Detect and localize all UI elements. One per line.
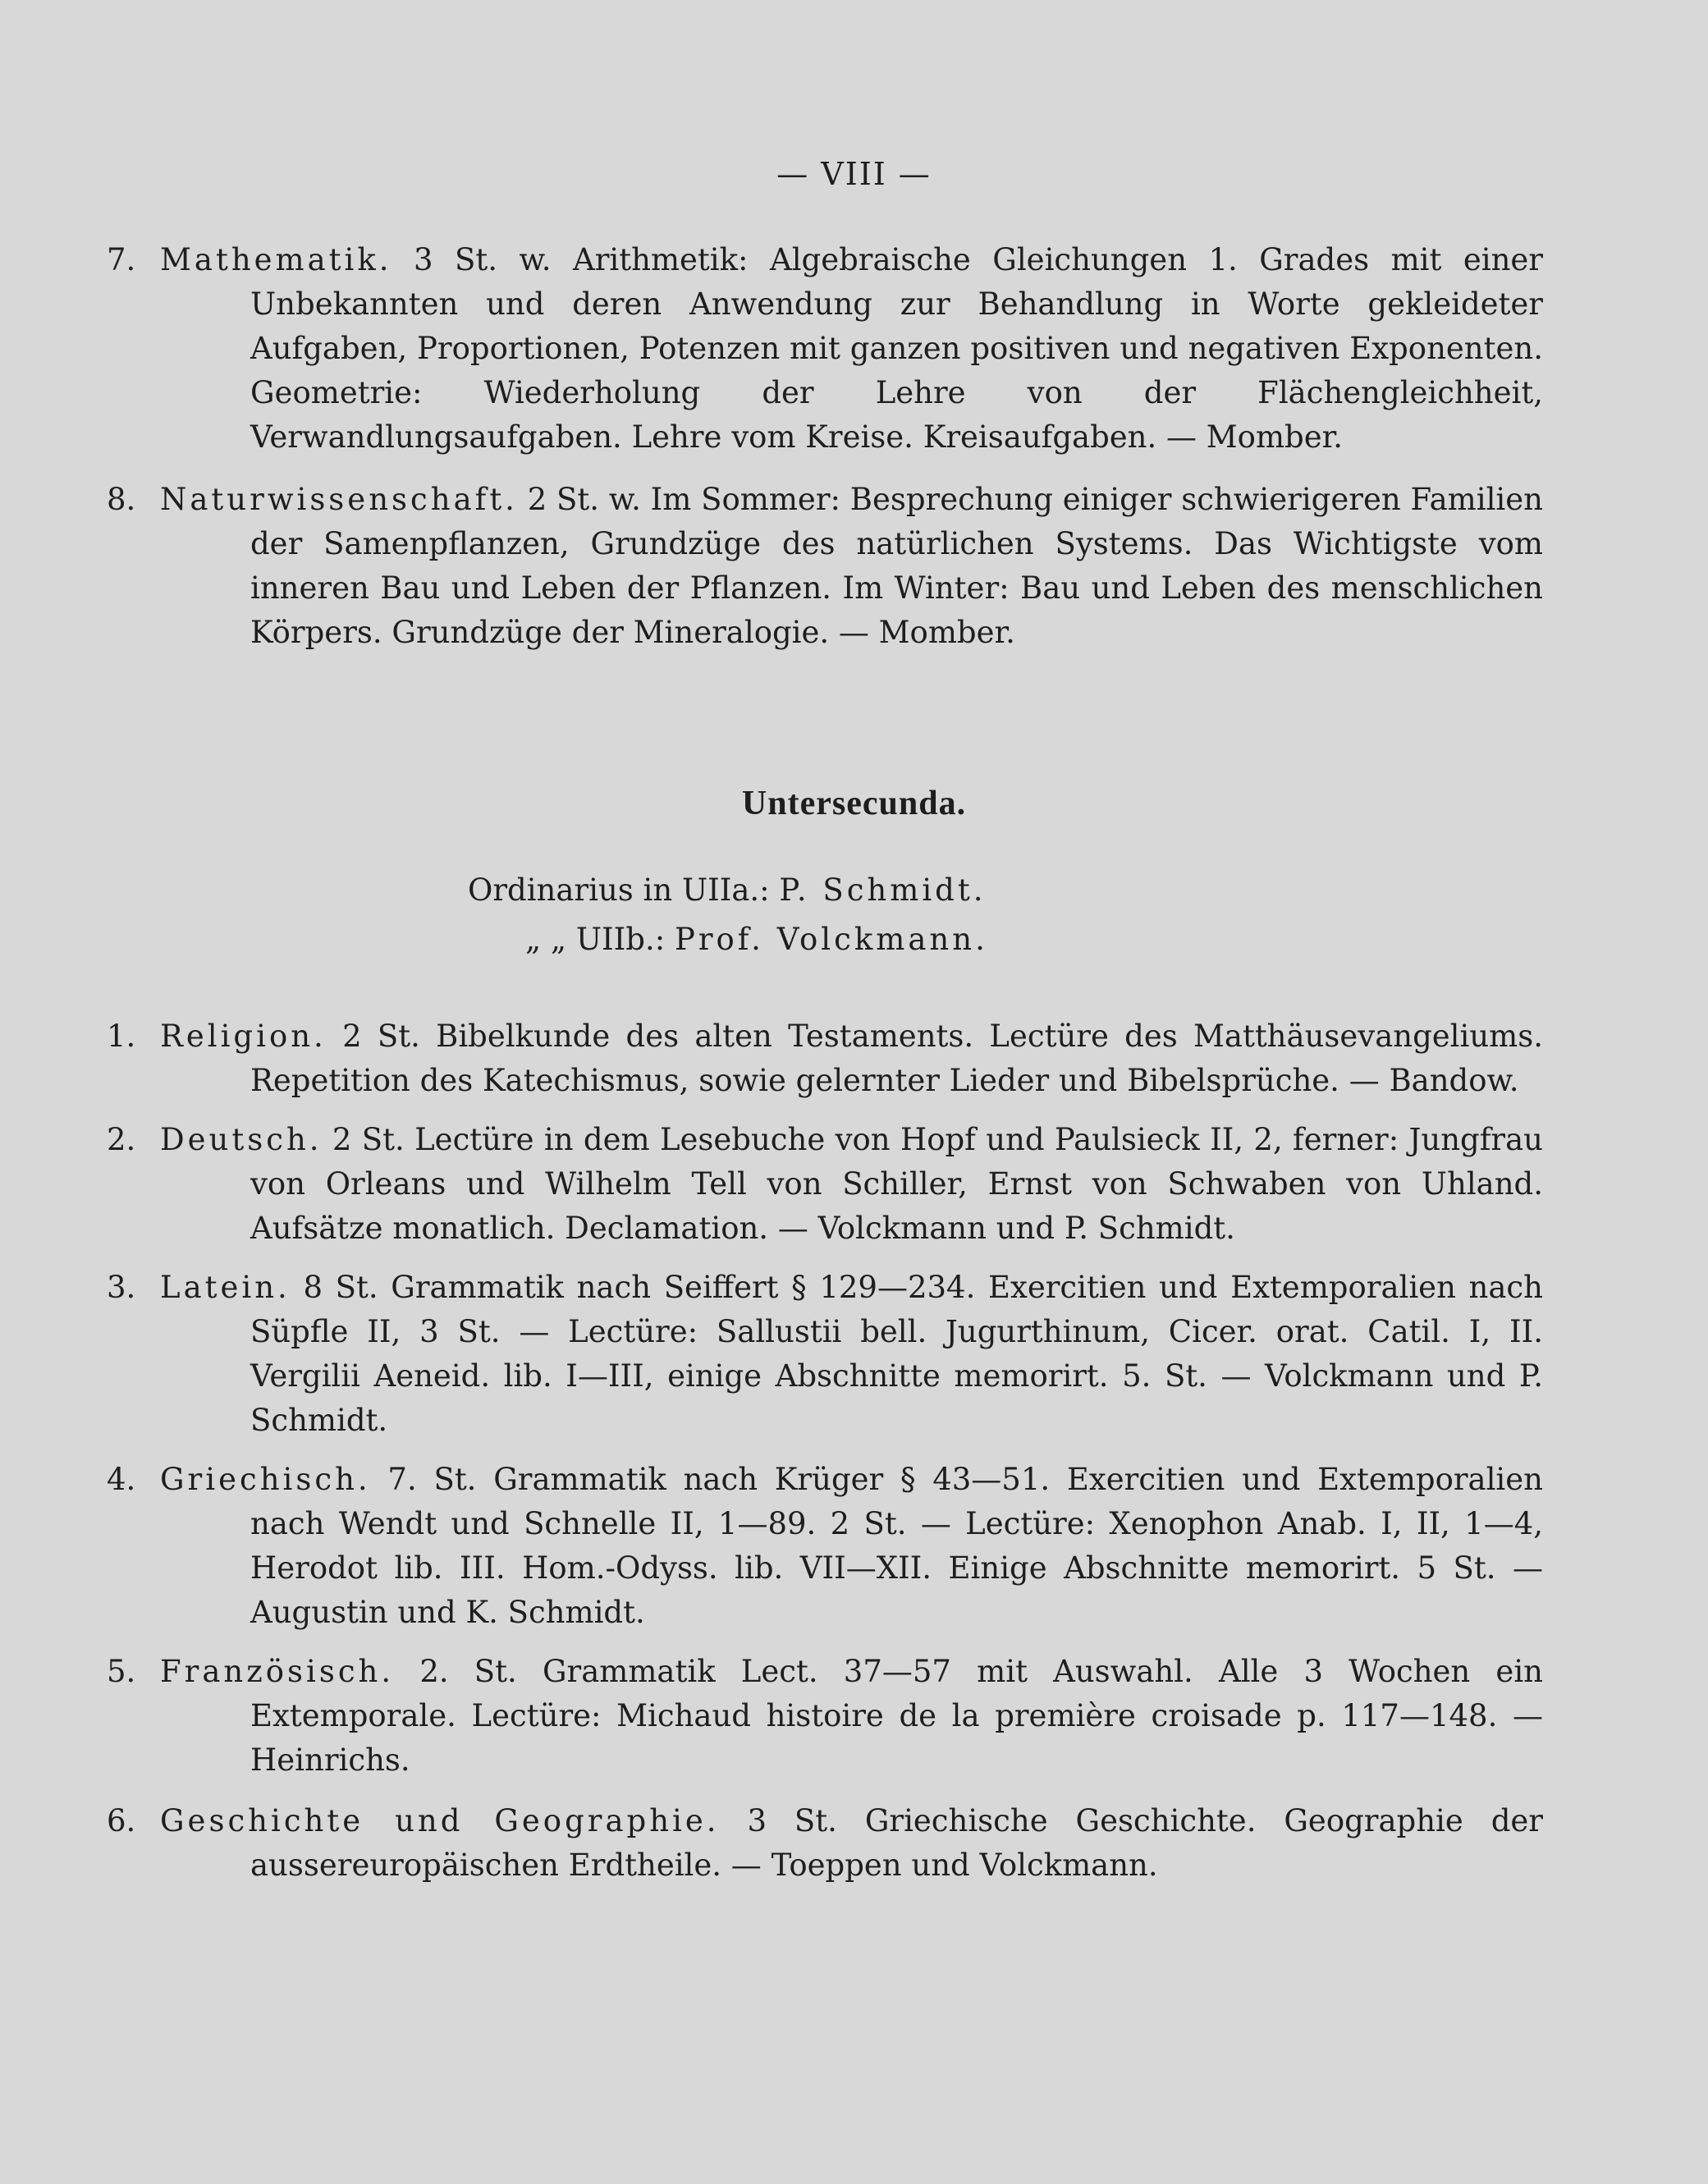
ordinarius-name: Prof. Volckmann. bbox=[674, 922, 988, 957]
entry-body: 8 St. Grammatik nach Seiffert § 129—234. Exercitien und Extemporalien nach Süpfle II, 3 St. — Lectüre: Sallustii bell. Jugurthinum, Cicer. orat. Catil. I, II. Vergilii Aeneid. lib. I—III, einige Abschnitte memorirt. 5. St. — Volckmann und P. Schmidt. bbox=[250, 1270, 1543, 1438]
ordinarius-line-1 bbox=[468, 868, 986, 913]
entry-body: 2 St. w. Im Sommer: Besprechung einiger schwierigeren Familien der Samenpflanzen, Grundzüge des natürlichen Systems. Das Wichtigste vom inneren Bau und Leben der Pflanzen. Im Winter: Bau und Leben des menschlichen Körpers. Grundzüge der Mineralogie. — Momber. bbox=[250, 482, 1543, 650]
entry-latein bbox=[107, 1266, 1543, 1443]
entry-number: 3. bbox=[107, 1270, 136, 1305]
entry-body: 3 St. w. Arithmetik: Algebraische Gleichungen 1. Grades mit einer Unbekannten und deren Anwendung zur Behandlung in Worte gekleideter Aufgaben, Proportionen, Potenzen mit ganzen positiven und negativen Exponenten. Geometrie: Wiederholung der Lehre von der Flächengleichheit, Verwandlungsaufgaben. Lehre vom Kreise. Kreisaufgaben. — Momber. bbox=[250, 242, 1543, 455]
section-title: Untersecunda. bbox=[741, 785, 967, 822]
entry-number: 5. bbox=[107, 1654, 136, 1689]
entry-heading: Deutsch. bbox=[160, 1122, 323, 1157]
entry-naturwissenschaft bbox=[107, 478, 1543, 655]
entry-number: 7. bbox=[107, 242, 136, 277]
entry-number: 6. bbox=[107, 1803, 136, 1838]
entry-heading: Griechisch. bbox=[160, 1462, 371, 1497]
entry-heading: Französisch. bbox=[160, 1654, 395, 1689]
entry-body: 2. St. Grammatik Lect. 37—57 mit Auswahl. Alle 3 Wochen ein Extemporale. Lectüre: Michaud histoire de la première croisade p. 117—148. — Heinrichs. bbox=[250, 1654, 1543, 1778]
entry-number: 1. bbox=[107, 1019, 136, 1054]
entry-body: 2 St. Bibelkunde des alten Testaments. Lectüre des Matthäusevangeliums. Repetition des Katechismus, sowie gelernter Lieder und Bibelsprüche. — Bandow. bbox=[250, 1019, 1543, 1098]
entry-heading: Religion. bbox=[160, 1019, 327, 1054]
entry-number: 2. bbox=[107, 1122, 136, 1157]
entry-franzoesisch bbox=[107, 1650, 1543, 1783]
entry-heading: Mathematik. bbox=[160, 242, 392, 277]
entry-number: 4. bbox=[107, 1462, 136, 1497]
entry-mathematik bbox=[107, 238, 1543, 460]
ordinarius-name: P. Schmidt. bbox=[779, 872, 987, 908]
entry-religion bbox=[107, 1014, 1543, 1103]
ordinarius-line-2 bbox=[525, 918, 988, 962]
entry-deutsch bbox=[107, 1118, 1543, 1251]
entry-heading: Geschichte und Geographie. bbox=[160, 1803, 720, 1838]
entry-geschichte bbox=[107, 1799, 1543, 1888]
ordinarius-label: „ „ UIIb.: bbox=[525, 922, 666, 957]
entry-griechisch bbox=[107, 1458, 1543, 1635]
entry-body: 7. St. Grammatik nach Krüger § 43—51. Exercitien und Extemporalien nach Wendt und Schnelle II, 1—89. 2 St. — Lectüre: Xenophon Anab. I, II, 1—4, Herodot lib. III. Hom.-Odyss. lib. VII—XII. Einige Abschnitte memorirt. 5 St. — Augustin und K. Schmidt. bbox=[250, 1462, 1543, 1630]
entry-heading: Latein. bbox=[160, 1270, 291, 1305]
entry-heading: Naturwissenschaft. bbox=[160, 482, 518, 517]
ordinarius-label: Ordinarius in UIIa.: bbox=[468, 872, 770, 908]
entry-body: 3 St. Griechische Geschichte. Geographie der aussereuropäischen Erdtheile. — Toeppen und Volckmann. bbox=[250, 1803, 1543, 1883]
entry-number: 8. bbox=[107, 482, 136, 517]
entry-body: 2 St. Lectüre in dem Lesebuche von Hopf und Paulsieck II, 2, ferner: Jungfrau von Orleans und Wilhelm Tell von Schiller, Ernst von Schwaben von Uhland. Aufsätze monatlich. Declamation. — Volckmann und P. Schmidt. bbox=[250, 1122, 1543, 1246]
page-number: — VIII — bbox=[776, 156, 932, 192]
